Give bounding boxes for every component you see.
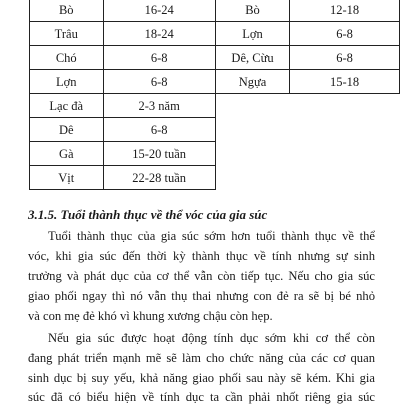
table-cell: 2-3 năm: [103, 94, 215, 118]
table-cell: Vịt: [30, 166, 104, 190]
table-row: [30, 46, 400, 70]
table-cell: Lợn: [215, 22, 289, 46]
paragraph-line: Tuổi thành thục của gia súc sớm hơn tuổi thành thục về thể: [48, 229, 375, 243]
table-empty-area: [215, 166, 399, 190]
table-row: [30, 22, 400, 46]
table-empty-area: [215, 142, 399, 166]
table-cell: 6-8: [103, 46, 215, 70]
table-cell: 15-18: [290, 70, 400, 94]
table-cell: 6-8: [103, 70, 215, 94]
table-row: [30, 142, 400, 166]
table-cell: Lợn: [30, 70, 104, 94]
paragraph-line: và con mẹ đẻ khó vì khung xương chậu còn hẹp.: [28, 309, 273, 323]
paragraph-line: giao phối ngay thì nó vẫn thụ thai nhưng con đẻ ra sẽ bị bé nhỏ: [28, 289, 375, 303]
table-cell: 12-18: [290, 0, 400, 22]
paragraph-line: vóc, khi gia súc đến thời kỳ thành thục về tính nhưng sự sinh: [28, 249, 375, 263]
table-cell: Ngựa: [215, 70, 289, 94]
table-empty-area: [215, 94, 399, 118]
paragraph-line: đang phát triển mạnh mẽ sẽ làm cho chức năng của các cơ quan: [28, 351, 375, 365]
paragraph-line: Nếu gia súc được hoạt động tính dục sớm khi cơ thể còn: [48, 331, 375, 345]
paragraph-line: súc đã có biểu hiện về tính dục ta cần phải nhốt riêng gia súc: [28, 390, 375, 404]
table-cell: Chó: [30, 46, 104, 70]
table-cell: 16-24: [103, 0, 215, 22]
table-cell: 6-8: [103, 118, 215, 142]
table-row: [30, 166, 400, 190]
table-row: [30, 118, 400, 142]
table-cell: 6-8: [290, 22, 400, 46]
table-cell: 22-28 tuần: [103, 166, 215, 190]
table-row: [30, 94, 400, 118]
table-cell: Dê: [30, 118, 104, 142]
paragraph-line: sinh dục bị suy yếu, khả năng giao phối sau này sẽ kém. Khi gia: [28, 371, 375, 385]
table-cell: Bò: [215, 0, 289, 22]
section-heading: 3.1.5. Tuổi thành thục về thể vóc của gia súc: [28, 207, 268, 222]
table-empty-area: [215, 118, 399, 142]
age-table: [29, 0, 400, 190]
table-cell: 6-8: [290, 46, 400, 70]
table-row: [30, 70, 400, 94]
table-cell: Lạc đà: [30, 94, 104, 118]
table-cell: Bò: [30, 0, 104, 22]
paragraph-line: trưởng và phát dục của cơ thể vẫn còn tiếp tục. Nếu cho gia súc: [28, 269, 375, 283]
table-row: [30, 0, 400, 22]
table-cell: Trâu: [30, 22, 104, 46]
table-cell: Dê, Cừu: [215, 46, 289, 70]
table-cell: 15-20 tuần: [103, 142, 215, 166]
table-cell: Gà: [30, 142, 104, 166]
table-cell: 18-24: [103, 22, 215, 46]
